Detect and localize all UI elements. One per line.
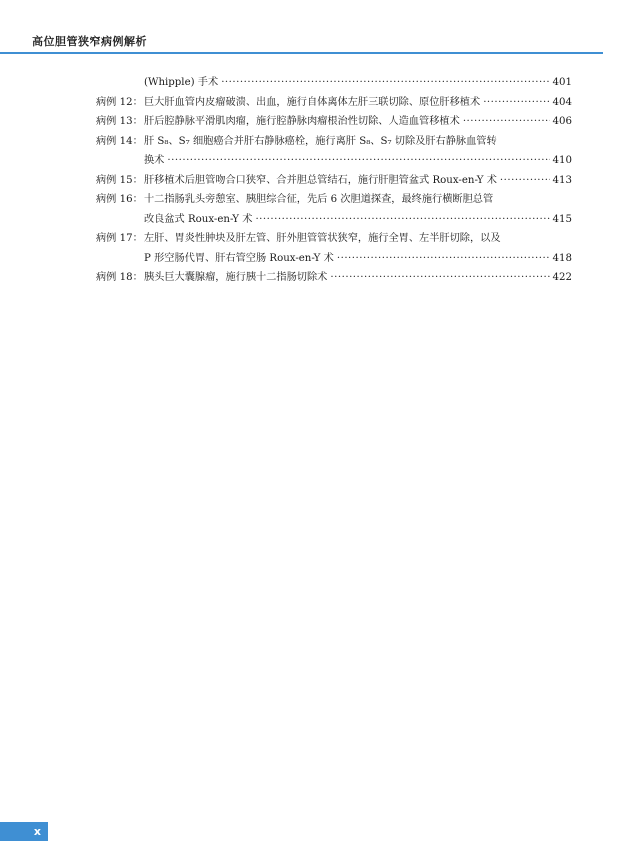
toc-entry-body bbox=[144, 190, 572, 229]
toc-entry-title: 换术 bbox=[144, 155, 165, 166]
toc-entry-line bbox=[144, 93, 572, 113]
toc-entry[interactable] bbox=[96, 171, 572, 191]
toc-entry-page: 415 bbox=[552, 213, 572, 225]
toc-entry-line bbox=[144, 190, 572, 210]
toc-entry-label: 病例 14： bbox=[96, 135, 143, 147]
toc-entry-title: 肝后腔静脉平滑肌肉瘤，施行腔静脉肉瘤根治性切除、人造血管移植术 bbox=[144, 116, 460, 127]
dot-leader bbox=[337, 249, 550, 269]
toc-entry-line bbox=[144, 132, 572, 152]
toc-entry-line bbox=[144, 249, 572, 269]
toc-entry-title: (Whipple) 手术 bbox=[144, 77, 219, 88]
dot-leader bbox=[255, 210, 549, 230]
toc-entry-page: 410 bbox=[552, 155, 572, 166]
toc-entry-label bbox=[96, 73, 144, 93]
toc-entry-label: 病例 16： bbox=[96, 194, 143, 205]
toc-entry-title: 改良盆式 Roux-en-Y 术 bbox=[144, 213, 253, 225]
toc-entry-line bbox=[144, 171, 572, 191]
toc-entry-page: 401 bbox=[552, 77, 572, 88]
page-number-badge bbox=[0, 822, 48, 841]
dot-leader bbox=[500, 171, 550, 191]
dot-leader bbox=[167, 151, 549, 171]
toc-entry-page: 422 bbox=[552, 272, 572, 283]
toc-entry-body bbox=[144, 93, 572, 113]
toc-entry-body bbox=[144, 171, 572, 191]
toc-entry-body bbox=[144, 112, 572, 132]
toc-entry-line bbox=[144, 229, 572, 249]
header-rule bbox=[0, 52, 603, 54]
dot-leader bbox=[330, 268, 549, 288]
toc-entry[interactable] bbox=[96, 73, 572, 93]
toc-entry-title: 肝 S₈、S₇ 细胞癌合并肝右静脉癌栓，施行离肝 S₈、S₇ 切除及肝右静脉血管转 bbox=[144, 135, 497, 147]
toc-entry-page: 404 bbox=[552, 96, 572, 108]
toc-entry-body bbox=[144, 268, 572, 288]
toc-entry[interactable] bbox=[96, 190, 572, 229]
toc-entry-label: 病例 13： bbox=[96, 116, 143, 127]
toc-entry-title: 肝移植术后胆管吻合口狭窄、合并胆总管结石，施行肝胆管盆式 Roux-en-Y 术 bbox=[144, 174, 497, 186]
toc-entry-page: 406 bbox=[552, 116, 572, 127]
toc-entry-title: 十二指肠乳头旁憩室、胰胆综合征，先后 6 次胆道探查，最终施行横断胆总管 bbox=[144, 194, 494, 205]
dot-leader bbox=[483, 93, 549, 113]
toc-entry-label: 病例 17： bbox=[96, 233, 143, 244]
toc-entry-title: 胰头巨大囊腺瘤，施行胰十二指肠切除术 bbox=[144, 272, 328, 283]
dot-leader bbox=[221, 73, 549, 93]
toc-entry-body bbox=[144, 229, 572, 268]
toc-entry-line bbox=[144, 112, 572, 132]
toc-entry[interactable] bbox=[96, 93, 572, 113]
toc-entry-label: 病例 15： bbox=[96, 174, 143, 186]
toc-entry-body bbox=[144, 132, 572, 171]
toc-entry-label: 病例 12： bbox=[96, 96, 143, 108]
toc-entry[interactable] bbox=[96, 132, 572, 171]
toc-entry-line bbox=[144, 151, 572, 171]
toc-entry[interactable] bbox=[96, 229, 572, 268]
dot-leader bbox=[463, 112, 550, 132]
toc-entry-title: P 形空肠代胃、肝右管空肠 Roux-en-Y 术 bbox=[144, 252, 334, 264]
toc-entry-body bbox=[144, 73, 572, 93]
toc-entry-line bbox=[144, 210, 572, 230]
toc-entry-line bbox=[144, 268, 572, 288]
toc-entry-page: 418 bbox=[552, 252, 572, 264]
toc-entry[interactable] bbox=[96, 268, 572, 288]
toc-entry[interactable] bbox=[96, 112, 572, 132]
page-number: x bbox=[33, 825, 41, 838]
toc-entry-title: 巨大肝血管内皮瘤破溃、出血，施行自体离体左肝三联切除、原位肝移植术 bbox=[144, 96, 481, 108]
toc-entry-page: 413 bbox=[552, 174, 572, 186]
toc-entry-title: 左肝、胃炎性肿块及肝左管、肝外胆管管状狭窄，施行全胃、左半肝切除，以及 bbox=[144, 233, 501, 244]
table-of-contents bbox=[96, 73, 572, 288]
running-header: 高位胆管狭窄病例解析 bbox=[32, 35, 147, 48]
toc-entry-line bbox=[144, 73, 572, 93]
toc-entry-label: 病例 18： bbox=[96, 272, 143, 283]
